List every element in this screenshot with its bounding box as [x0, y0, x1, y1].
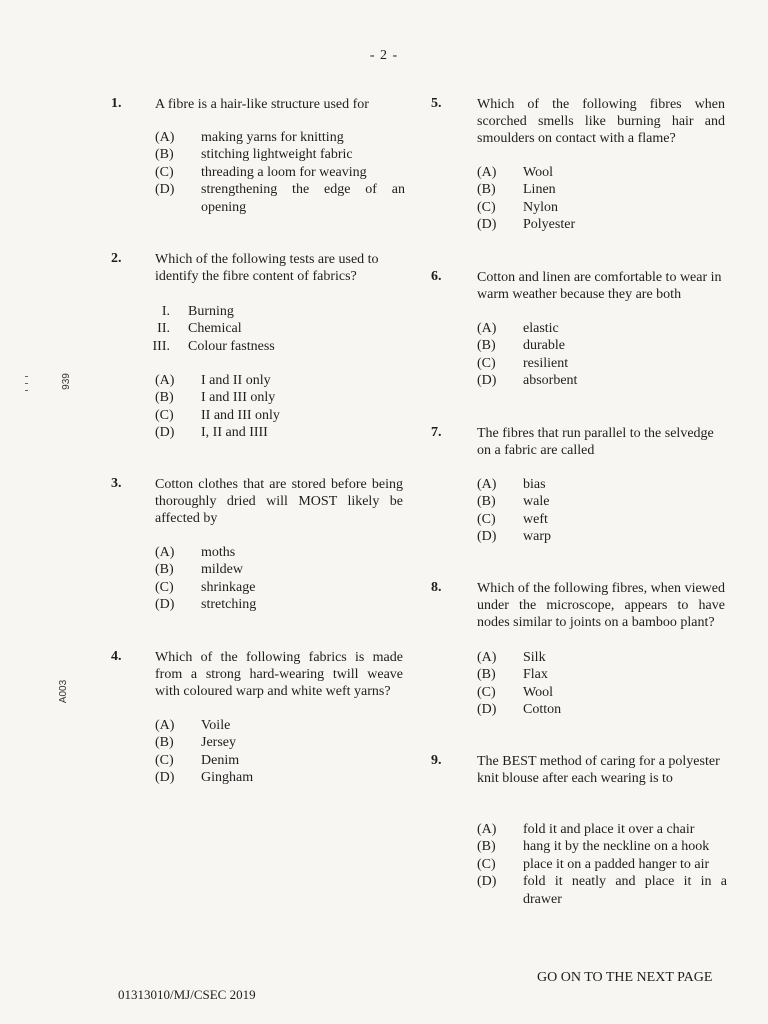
- option-text: warp: [523, 529, 551, 545]
- option[interactable]: [155, 752, 405, 769]
- option[interactable]: [477, 355, 727, 372]
- option[interactable]: [477, 649, 727, 666]
- option-text: fold it and place it over a chair: [523, 822, 695, 837]
- option-label: (B): [477, 839, 496, 855]
- option-text: place it on a padded hanger to air: [523, 856, 710, 872]
- option-text: Voile: [201, 718, 231, 733]
- option[interactable]: [155, 544, 405, 561]
- option-label: (D): [477, 373, 497, 389]
- option-text: wale: [523, 494, 550, 510]
- question-stem: Which of the following fibres, when viewed under the microscope, appears to have nodes similar to joints on a bamboo plant?: [477, 581, 725, 630]
- option-text: resilient: [523, 355, 569, 371]
- option[interactable]: [477, 199, 727, 216]
- option-label: (A): [477, 165, 497, 180]
- statement-text: Burning: [188, 304, 234, 319]
- option[interactable]: [155, 146, 405, 163]
- margin-tick: [25, 376, 28, 377]
- option[interactable]: [477, 337, 727, 354]
- option-text: Wool: [523, 165, 553, 180]
- option-label: (D): [155, 770, 175, 786]
- question-number: 7.: [431, 425, 442, 440]
- option[interactable]: [155, 769, 405, 786]
- option-text: Silk: [523, 650, 546, 665]
- option-text: absorbent: [523, 373, 578, 389]
- option-label: (B): [477, 182, 496, 198]
- option-text: I, II and IIII: [201, 425, 268, 441]
- question-stem: Cotton clothes that are stored before being thoroughly dried will MOST likely be affected by: [155, 477, 403, 526]
- option-text: Jersey: [201, 735, 236, 751]
- option-label: (D): [155, 597, 175, 613]
- option[interactable]: [477, 493, 727, 510]
- option-label: (C): [477, 511, 496, 527]
- option-label: (C): [155, 164, 174, 180]
- option[interactable]: [155, 164, 405, 181]
- option-text: moths: [201, 545, 236, 560]
- option[interactable]: [155, 389, 405, 406]
- option[interactable]: [477, 856, 727, 873]
- option-label: (B): [477, 338, 496, 354]
- option-label: (D): [477, 702, 497, 718]
- option-label: (C): [477, 684, 496, 700]
- option[interactable]: [477, 873, 727, 908]
- options-list: [477, 649, 727, 719]
- question-stem: A fibre is a hair-like structure used for: [155, 97, 369, 112]
- option[interactable]: [477, 666, 727, 683]
- option-label: (C): [477, 856, 496, 872]
- option-text: weft: [523, 511, 548, 527]
- option[interactable]: [477, 216, 727, 233]
- option[interactable]: [477, 476, 727, 493]
- option[interactable]: [155, 561, 405, 578]
- side-code-top: 939: [60, 373, 72, 390]
- option-label: (C): [155, 579, 174, 595]
- option-label: (A): [477, 321, 497, 336]
- option-label: (B): [155, 735, 174, 751]
- question-number: 1.: [111, 96, 122, 111]
- option-text: I and II only: [201, 373, 271, 388]
- option-text: bias: [523, 477, 546, 492]
- option-text: durable: [523, 338, 565, 354]
- options-list: [155, 717, 405, 787]
- option-text: stretching: [201, 597, 257, 613]
- margin-tick: [25, 390, 28, 391]
- options-list: [155, 129, 405, 216]
- options-list: [477, 476, 727, 546]
- option[interactable]: [477, 372, 727, 389]
- statement: [142, 338, 382, 355]
- option[interactable]: [477, 684, 727, 701]
- option-text: stitching lightweight fabric: [201, 147, 353, 163]
- option-text: strengthening the edge of an opening: [201, 182, 405, 215]
- option-label: (A): [477, 650, 497, 665]
- option[interactable]: [155, 372, 405, 389]
- statement: [142, 320, 382, 337]
- option[interactable]: [477, 528, 727, 545]
- option[interactable]: [155, 407, 405, 424]
- option[interactable]: [477, 838, 727, 855]
- statement-text: Chemical: [188, 321, 242, 337]
- option-text: Linen: [523, 182, 556, 198]
- option-text: Wool: [523, 684, 553, 700]
- question-number: 4.: [111, 649, 122, 664]
- option-label: (C): [477, 199, 496, 215]
- option-label: (C): [155, 752, 174, 768]
- question-stem: Cotton and linen are comfortable to wear in warm weather because they are both: [477, 270, 722, 302]
- option[interactable]: [155, 181, 405, 216]
- option-label: (D): [155, 425, 175, 441]
- options-list: [477, 320, 727, 390]
- option-label: (B): [477, 667, 496, 683]
- option-label: (D): [477, 874, 497, 890]
- option[interactable]: [155, 129, 405, 146]
- option[interactable]: [477, 181, 727, 198]
- option[interactable]: [477, 320, 727, 337]
- option-label: (B): [155, 562, 174, 578]
- option-text: Gingham: [201, 770, 254, 786]
- option[interactable]: [155, 424, 405, 441]
- option-text: I and III only: [201, 390, 276, 406]
- option-text: Cotton: [523, 702, 562, 718]
- question-stem: Which of the following tests are used to identify the fibre content of fabrics?: [155, 252, 379, 284]
- option-label: (C): [155, 407, 174, 423]
- option-label: (D): [477, 217, 497, 233]
- statement-label: III.: [152, 338, 170, 354]
- option-text: Denim: [201, 752, 240, 768]
- question-number: 8.: [431, 580, 442, 595]
- option-text: Flax: [523, 667, 548, 683]
- question-stem: Which of the following fabrics is made from a strong hard-wearing twill weave with coloured warp and white weft yarns?: [155, 650, 403, 699]
- statement: [142, 303, 382, 320]
- options-list: [477, 821, 727, 908]
- option-text: making yarns for knitting: [201, 130, 344, 145]
- option-text: elastic: [523, 321, 559, 336]
- option-text: shrinkage: [201, 579, 256, 595]
- option-label: (A): [155, 545, 175, 560]
- margin-tick: [25, 383, 28, 384]
- option-text: fold it neatly and place it in a drawer: [523, 874, 727, 907]
- page-number: - 2 -: [369, 48, 399, 63]
- option-text: II and III only: [201, 407, 280, 423]
- option-label: (A): [477, 477, 497, 492]
- side-code-bottom: A003: [58, 679, 70, 704]
- statement-label: I.: [161, 304, 170, 319]
- option-label: (B): [155, 147, 174, 163]
- option-label: (B): [155, 390, 174, 406]
- option[interactable]: [155, 579, 405, 596]
- next-page-notice: GO ON TO THE NEXT PAGE: [537, 970, 713, 985]
- option-label: (C): [477, 355, 496, 371]
- options-list: [155, 544, 405, 614]
- statement-label: II.: [157, 321, 170, 337]
- option-label: (B): [477, 494, 496, 510]
- statements-list: [142, 303, 382, 355]
- question-stem: Which of the following fibres when scorched smells like burning hair and smoulders on contact with a flame?: [477, 97, 725, 146]
- option-label: (A): [155, 130, 175, 145]
- option[interactable]: [155, 596, 405, 613]
- paper-code: 01313010/MJ/CSEC 2019: [118, 987, 256, 1002]
- question-number: 6.: [431, 269, 442, 284]
- statement-text: Colour fastness: [188, 338, 275, 354]
- option[interactable]: [477, 701, 727, 718]
- question-stem: The fibres that run parallel to the selvedge on a fabric are called: [477, 426, 714, 458]
- option-text: Polyester: [523, 217, 576, 233]
- option[interactable]: [477, 511, 727, 528]
- options-list: [155, 372, 405, 442]
- options-list: [477, 164, 727, 234]
- question-number: 3.: [111, 476, 122, 491]
- option-text: mildew: [201, 562, 243, 578]
- option-text: hang it by the neckline on a hook: [523, 839, 710, 855]
- option-text: Nylon: [523, 199, 558, 215]
- option[interactable]: [477, 164, 727, 181]
- option-label: (A): [155, 718, 175, 733]
- option[interactable]: [155, 734, 405, 751]
- option[interactable]: [477, 821, 727, 838]
- question-stem: The BEST method of caring for a polyester knit blouse after each wearing is to: [477, 754, 720, 786]
- option[interactable]: [155, 717, 405, 734]
- option-label: (D): [155, 182, 175, 198]
- question-number: 2.: [111, 251, 122, 266]
- option-text: threading a loom for weaving: [201, 164, 367, 180]
- option-label: (A): [155, 373, 175, 388]
- question-number: 9.: [431, 753, 442, 768]
- option-label: (D): [477, 529, 497, 545]
- option-label: (A): [477, 822, 497, 837]
- question-number: 5.: [431, 96, 442, 111]
